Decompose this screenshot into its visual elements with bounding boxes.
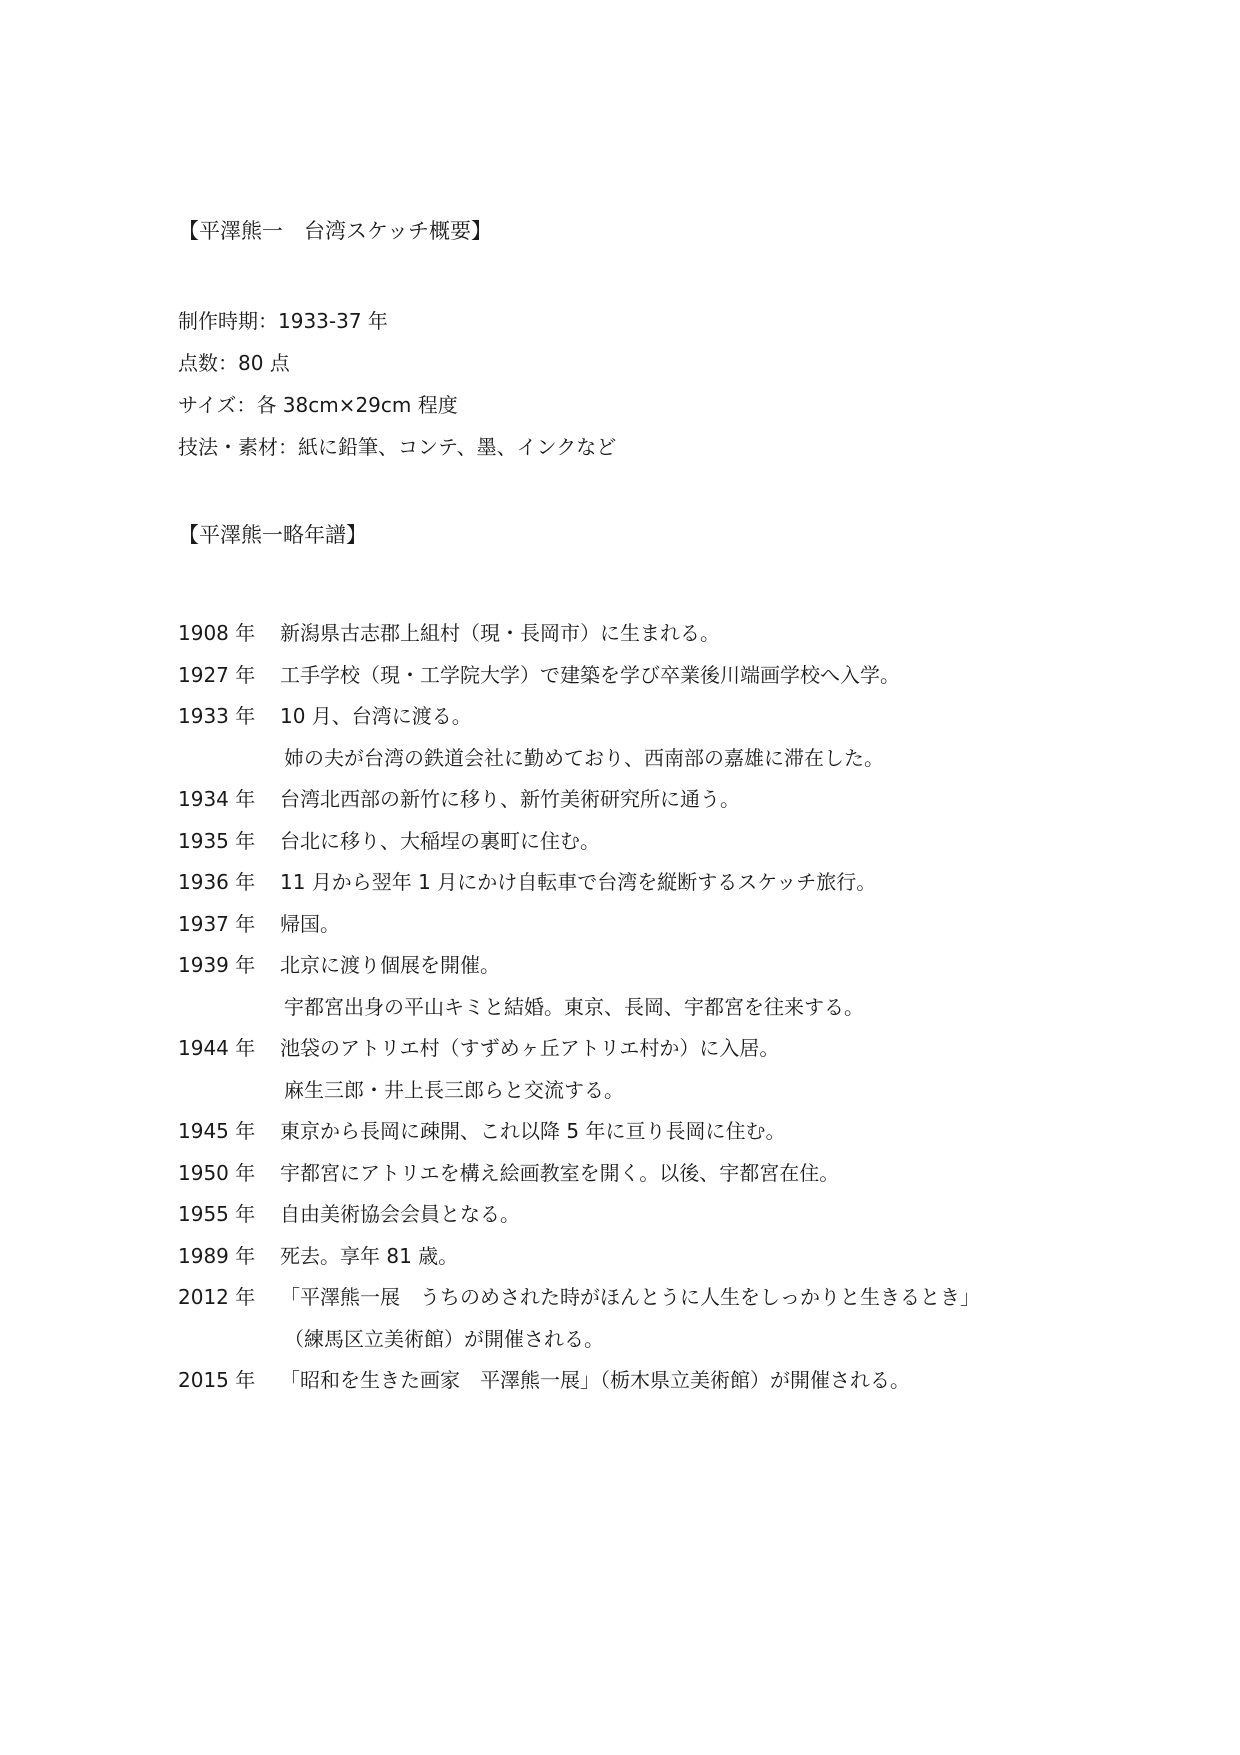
entry-text: 工手学校（現・工学院大学）で建築を学び卒業後川端画学校へ入学。 [280,662,900,687]
entry-text: 10 月、台湾に渡る。 [280,704,472,728]
entry-text: 姉の夫が台湾の鉄道会社に勤めており、西南部の嘉雄に滞在した。 [284,745,884,770]
chronology-list [178,612,1078,1401]
entry-year: 2015 年 [178,1368,256,1392]
entry-text: 台北に移り、大稲埕の裏町に住む。 [280,828,600,853]
chronology-entry [178,1276,1078,1318]
overview-heading: 【平澤熊一 台湾スケッチ概要】 [178,219,492,243]
entry-text: 自由美術協会会員となる。 [280,1202,520,1226]
entry-text: 宇都宮出身の平山キミと結婚。東京、長岡、宇都宮を往来する。 [284,994,864,1019]
entry-year: 1927 年 [178,662,256,687]
entry-text: 帰国。 [280,911,340,936]
entry-text: 「昭和を生きた画家 平澤熊一展」（栃木県立美術館）が開催される。 [280,1368,910,1392]
chronology-entry-continued [178,1318,1078,1360]
chronology-entry [178,612,1078,654]
entry-year: 1937 年 [178,911,256,936]
chronology-entry-continued [178,1069,1078,1111]
chronology-entry-continued [178,737,1078,779]
overview-item-size: サイズ：各 38cm×29cm 程度 [178,393,458,417]
chronology-entry [178,695,1078,737]
entry-text: 台湾北西部の新竹に移り、新竹美術研究所に通う。 [280,787,740,811]
chronology-entry [178,944,1078,986]
chronology-entry [178,1235,1078,1277]
chronology-entry [178,778,1078,820]
chronology-entry [178,903,1078,945]
entry-text: 新潟県古志郡上組村（現・長岡市）に生まれる。 [280,621,720,645]
entry-text: 死去。享年 81 歳。 [280,1243,459,1268]
document-body [178,210,1078,1401]
overview-item-technique: 技法・素材：紙に鉛筆、コンテ、墨、インクなど [178,435,617,459]
chronology-entry [178,861,1078,903]
entry-text: 11 月から翌年 1 月にかけ自転車で台湾を縦断するスケッチ旅行。 [280,870,877,894]
entry-year: 2012 年 [178,1285,256,1309]
entry-text: （練馬区立美術館）が開催される。 [284,1326,604,1351]
entry-year: 1934 年 [178,787,256,811]
entry-year: 1989 年 [178,1243,256,1268]
chronology-entry [178,820,1078,862]
chronology-entry [178,654,1078,696]
overview-item-period: 制作時期：1933-37 年 [178,309,388,333]
entry-year: 1945 年 [178,1119,256,1143]
chronology-entry-continued [178,986,1078,1028]
overview-item-count: 点数：80 点 [178,351,290,375]
entry-text: 北京に渡り個展を開催。 [280,953,500,977]
entry-year: 1955 年 [178,1202,256,1226]
chronology-heading: 【平澤熊一略年譜】 [178,523,367,547]
entry-text: 東京から長岡に疎開、これ以降 5 年に亘り長岡に住む。 [280,1119,786,1143]
entry-year: 1950 年 [178,1160,256,1185]
entry-year: 1908 年 [178,621,256,645]
entry-year: 1935 年 [178,828,256,853]
chronology-entry [178,1152,1078,1194]
entry-text: 麻生三郎・井上長三郎らと交流する。 [284,1077,624,1102]
overview-list [178,300,1078,468]
entry-year: 1939 年 [178,953,256,977]
entry-text: 宇都宮にアトリエを構え絵画教室を開く。以後、宇都宮在住。 [280,1160,840,1185]
entry-text: 池袋のアトリエ村（すずめヶ丘アトリエ村か）に入居。 [280,1036,780,1060]
entry-year: 1936 年 [178,870,256,894]
chronology-entry [178,1359,1078,1401]
chronology-entry [178,1110,1078,1152]
entry-text: 「平澤熊一展 うちのめされた時がほんとうに人生をしっかりと生きるとき」 [280,1285,980,1309]
entry-year: 1933 年 [178,704,256,728]
chronology-entry [178,1027,1078,1069]
entry-year: 1944 年 [178,1036,256,1060]
chronology-entry [178,1193,1078,1235]
